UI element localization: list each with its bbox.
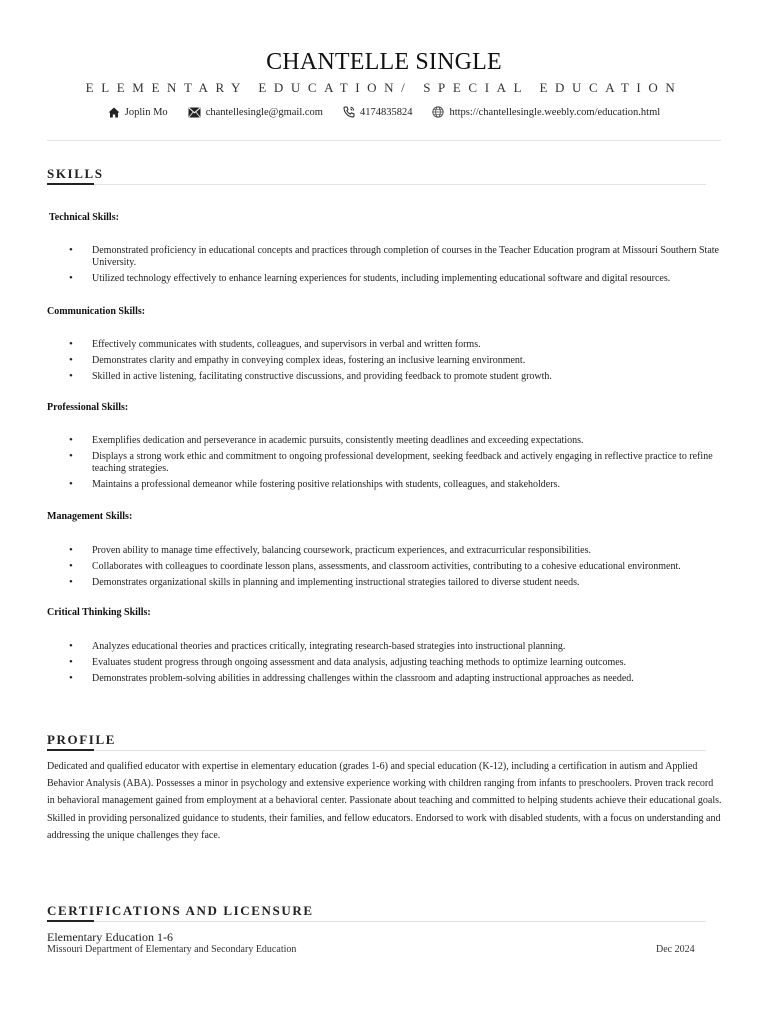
skill-group-heading: Technical Skills: (49, 212, 119, 223)
certification-date: Dec 2024 (656, 944, 695, 955)
list-item: • Demonstrates organizational skills in planning and implementing instructional strategies tailored to diverse student needs. (47, 577, 727, 589)
list-item: • Analyzes educational theories and practices critically, integrating research-based strategies into instructional planning. (47, 641, 727, 653)
candidate-name: CHANTELLE SINGLE (266, 49, 502, 75)
certifications-title: CERTIFICATIONS AND LICENSURE (47, 903, 314, 918)
skills-section-header (47, 166, 706, 185)
envelope-icon (188, 107, 201, 118)
section-rule-accent (47, 749, 94, 751)
contact-email[interactable] (188, 107, 323, 118)
contact-website-link[interactable]: https://chantellesingle.weebly.com/education.html (449, 106, 661, 118)
contact-location-text: Joplin Mo (124, 106, 168, 118)
section-rule (47, 184, 706, 185)
profile-section-header (47, 732, 706, 751)
profile-summary: Dedicated and qualified educator with expertise in elementary education (grades 1-6) and special education (K-12), including a certification in autism and Applied Behavior Analysis (ABA). Possesses a minor in psychology and extensive experience working with children ranging from infants to preschoolers. Proven track record in behavioral management gained from employment at a behavioral center. Passionate about teaching and committed to helping students achieve their educational goals. Skilled in providing personalized guidance to students, their families, and fellow educators. Endorsed to work with disabled students, with a focus on understanding and addressing the unique challenges they face. (47, 761, 722, 841)
certifications-section-header (47, 903, 706, 922)
contact-email-text[interactable]: chantellesingle@gmail.com (205, 106, 323, 118)
list-item: • Effectively communicates with students, colleagues, and supervisors in verbal and written forms. (47, 339, 727, 351)
list-item: • Skilled in active listening, facilitating constructive discussions, and providing feedback to promote student growth. (47, 371, 727, 383)
globe-icon (432, 106, 444, 118)
list-item: • Demonstrates clarity and empathy in conveying complex ideas, fostering an inclusive learning environment. (47, 355, 727, 367)
phone-icon (343, 106, 355, 118)
profile-title: PROFILE (47, 732, 116, 747)
list-item: • Demonstrates problem-solving abilities in addressing challenges within the classroom and adapting instructional approaches as needed. (47, 673, 727, 685)
skill-group-list (47, 641, 727, 689)
list-item: • Maintains a professional demeanor while fostering positive relationships with students, colleagues, and stakeholders. (47, 479, 727, 491)
list-item: • Evaluates student progress through ongoing assessment and data analysis, adjusting teaching methods to optimize learning outcomes. (47, 657, 727, 669)
list-item: • Exemplifies dedication and perseverance in academic pursuits, consistently meeting deadlines and exceeding expectations. (47, 435, 727, 447)
section-rule (47, 921, 706, 922)
skill-group-heading: Management Skills: (47, 511, 133, 522)
list-item: • Demonstrated proficiency in educational concepts and practices through completion of courses in the Teacher Education program at Missouri Southern State University. (47, 245, 727, 268)
list-item: • Displays a strong work ethic and commitment to ongoing professional development, seeking feedback and actively engaging in reflective practice to refine teaching strategies. (47, 451, 727, 474)
home-icon (108, 107, 120, 118)
skill-group-heading: Professional Skills: (47, 402, 129, 413)
candidate-subtitle: ELEMENTARY EDUCATION/ SPECIAL EDUCATION (85, 80, 683, 95)
skill-group-heading: Communication Skills: (47, 306, 146, 317)
certification-issuer: Missouri Department of Elementary and Secondary Education (47, 944, 297, 955)
list-item: • Utilized technology effectively to enhance learning experiences for students, including implementing educational software and digital resources. (47, 273, 727, 285)
skill-group-list (47, 435, 727, 495)
contact-location (108, 107, 168, 118)
skill-group-heading: Critical Thinking Skills: (47, 607, 151, 618)
contact-bar (0, 104, 768, 120)
section-rule (47, 750, 706, 751)
skill-group-list (47, 339, 727, 387)
contact-phone[interactable] (343, 106, 413, 118)
skills-title: SKILLS (47, 166, 104, 181)
skill-group-list (47, 545, 727, 593)
header-divider (47, 140, 721, 141)
list-item: • Collaborates with colleagues to coordinate lesson plans, assessments, and classroom activities, contributing to a cohesive educational environment. (47, 561, 727, 573)
section-rule-accent (47, 920, 94, 922)
skill-group-list (47, 245, 727, 289)
section-rule-accent (47, 183, 94, 185)
contact-phone-text[interactable]: 4174835824 (359, 106, 413, 118)
list-item: • Proven ability to manage time effectively, balancing coursework, practicum experiences, and extracurricular responsibilities. (47, 545, 727, 557)
contact-website[interactable] (432, 106, 660, 118)
certification-title: Elementary Education 1-6 (47, 930, 173, 944)
